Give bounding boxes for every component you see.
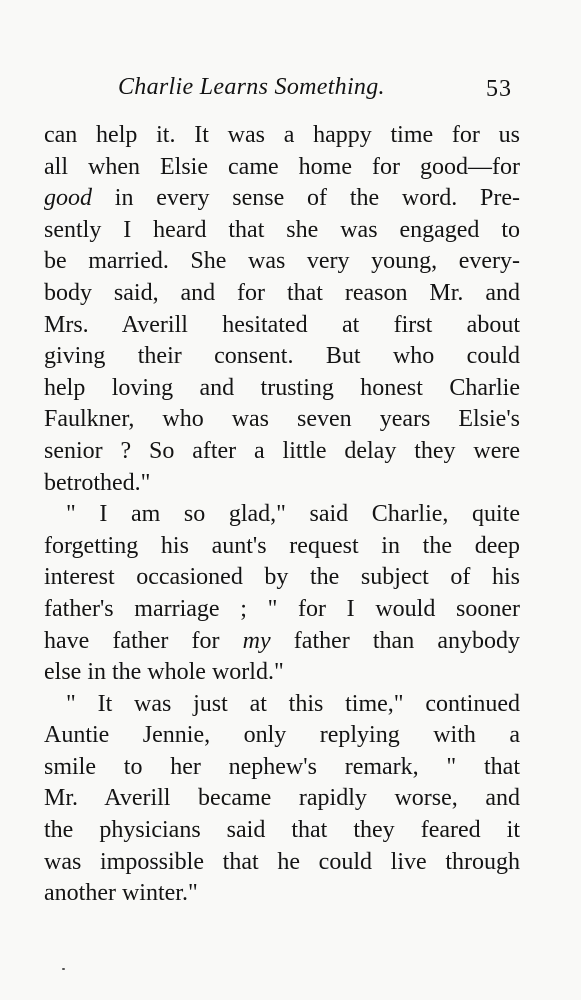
body-text — [44, 120, 520, 910]
text-line: " It was just at this time," continued — [66, 690, 520, 717]
text-line: smile to her nephew's remark, " that — [44, 753, 520, 780]
text-line: have father for my father than anybody — [44, 627, 521, 654]
text-line: forgetting his aunt's request in the deep — [44, 532, 520, 559]
text-line: else in the whole world." — [44, 659, 284, 686]
running-head — [0, 74, 581, 110]
text-line: the physicians said that they feared it — [44, 817, 520, 844]
text-line: sently I heard that she was engaged to — [44, 216, 520, 243]
text-line: was impossible that he could live through — [44, 848, 520, 875]
text-line: another winter." — [44, 880, 198, 907]
italic-emphasis: good — [44, 185, 92, 212]
text-line: can help it. It was a happy time for us — [44, 122, 520, 148]
text-line: Faulkner, who was seven years Elsie's — [44, 406, 520, 433]
text-line: senior ? So after a little delay they were — [44, 437, 520, 464]
text-line: interest occasioned by the subject of his — [44, 564, 520, 591]
text-line: Auntie Jennie, only replying with a — [44, 722, 520, 749]
page-number: 53 — [486, 76, 512, 102]
print-speck — [62, 968, 65, 970]
text-line: Mr. Averill became rapidly worse, and — [44, 785, 520, 812]
text-line: body said, and for that reason Mr. and — [44, 279, 520, 306]
italic-emphasis: my — [242, 627, 271, 654]
text-line: " I am so glad," said Charlie, quite — [66, 501, 520, 528]
text-line: all when Elsie came home for good—for — [44, 153, 520, 180]
text-line: giving their consent. But who could — [44, 343, 520, 370]
text-line: father's marriage ; " for I would sooner — [44, 595, 520, 622]
text-line: good in every sense of the word. Pre- — [44, 185, 520, 212]
text-line: Mrs. Averill hesitated at first about — [44, 311, 520, 338]
text-line: help loving and trusting honest Charlie — [44, 374, 520, 401]
text-line: be married. She was very young, every- — [44, 248, 520, 275]
running-title: Charlie Learns Something. — [118, 74, 385, 100]
text-line: betrothed." — [44, 469, 151, 496]
